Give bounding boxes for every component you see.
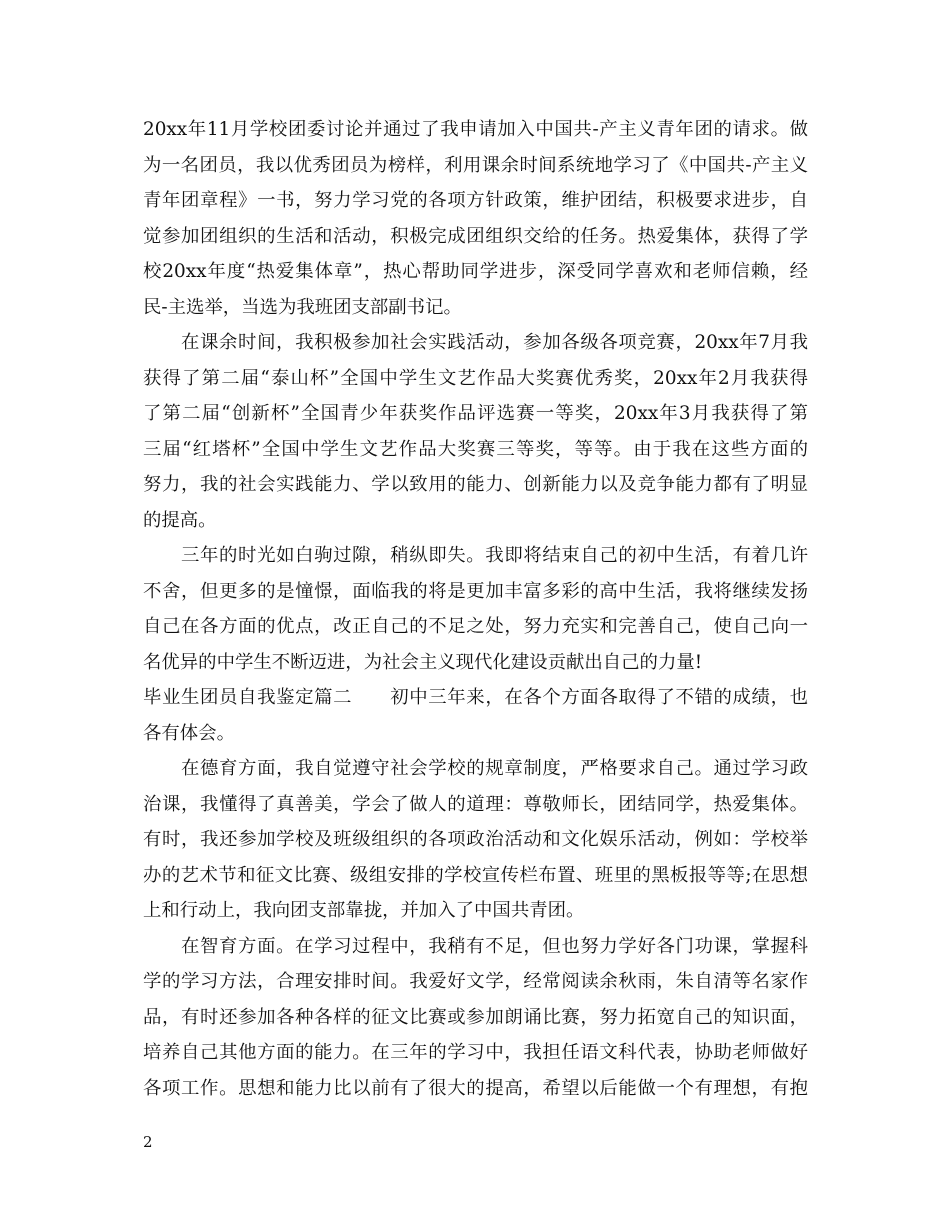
page-number: 2 bbox=[143, 1133, 153, 1151]
text-line: 自己在各方面的优点，改正自己的不足之处，努力充实和完善自己，使自己向一 bbox=[143, 616, 808, 637]
text-line: 的提高。 bbox=[143, 509, 217, 531]
text-line: 上和行动上，我向团支部靠拢，并加入了中国共青团。 bbox=[143, 900, 585, 921]
text-line: 民-主选举，当选为我班团支部副书记。 bbox=[143, 296, 462, 318]
text-line: 各有体会。 bbox=[143, 722, 235, 744]
text-line: 20xx年11月学校团委讨论并通过了我申请加入中国共-产主义青年团的请求。做 bbox=[143, 119, 808, 140]
text-line: 三年的时光如白驹过隙，稍纵即失。我即将结束自己的初中生活，有着几许 bbox=[181, 545, 808, 566]
text-line: 了第二届“创新杯”全国青少年获奖作品评选赛一等奖，20xx年3月我获得了第 bbox=[143, 403, 808, 424]
text-line: 努力，我的社会实践能力、学以致用的能力、创新能力以及竞争能力都有了明显 bbox=[143, 474, 808, 495]
text-line: 学的学习方法，合理安排时间。我爱好文学，经常阅读余秋雨，朱自清等名家作 bbox=[143, 971, 808, 992]
text-line: 校20xx年度“热爱集体章”，热心帮助同学进步，深受同学喜欢和老师信赖，经 bbox=[143, 261, 808, 282]
text-line: 各项工作。思想和能力比以前有了很大的提高，希望以后能做一个有理想，有抱 bbox=[143, 1077, 808, 1099]
text-line: 不舍，但更多的是憧憬，面临我的将是更加丰富多彩的高中生活，我将继续发扬 bbox=[143, 580, 808, 602]
text-line: 在智育方面。在学习过程中，我稍有不足，但也努力学好各门功课，掌握科 bbox=[181, 935, 808, 957]
text-line: 名优异的中学生不断迈进，为社会主义现代化建设贡献出自己的力量! bbox=[143, 651, 703, 673]
text-line: 青年团章程》一书，努力学习党的各项方针政策，维护团结，积极要求进步，自 bbox=[143, 190, 808, 211]
text-line: 三届“红塔杯”全国中学生文艺作品大奖赛三等奖，等等。由于我在这些方面的 bbox=[143, 438, 808, 460]
text-line: 获得了第二届“泰山杯”全国中学生文艺作品大奖赛优秀奖，20xx年2月我获得 bbox=[143, 367, 808, 389]
text-line: 在课余时间，我积极参加社会实践活动，参加各级各项竞赛，20xx年7月我 bbox=[181, 332, 808, 353]
text-line: 办的艺术节和征文比赛、级组安排的学校宣传栏布置、班里的黑板报等等;在思想 bbox=[143, 864, 808, 886]
document-body bbox=[143, 112, 808, 1106]
text-line: 品，有时还参加各种各样的征文比赛或参加朗诵比赛，努力拓宽自己的知识面， bbox=[143, 1006, 808, 1028]
text-line: 为一名团员，我以优秀团员为榜样，利用课余时间系统地学习了《中国共-产主义 bbox=[143, 154, 808, 176]
text-line: 在德育方面，我自觉遵守社会学校的规章制度，严格要求自己。通过学习政 bbox=[181, 758, 808, 779]
text-line: 有时，我还参加学校及班级组织的各项政治活动和文化娱乐活动，例如：学校举 bbox=[143, 829, 808, 850]
text-line: 培养自己其他方面的能力。在三年的学习中，我担任语文科代表，协助老师做好 bbox=[143, 1042, 808, 1063]
text-line: 觉参加团组织的生活和活动，积极完成团组织交给的任务。热爱集体，获得了学 bbox=[143, 225, 808, 247]
text-line: 毕业生团员自我鉴定篇二 初中三年来，在各个方面各取得了不错的成绩，也 bbox=[143, 687, 808, 708]
text-line: 治课，我懂得了真善美，学会了做人的道理：尊敬师长，团结同学，热爱集体。 bbox=[143, 793, 808, 815]
